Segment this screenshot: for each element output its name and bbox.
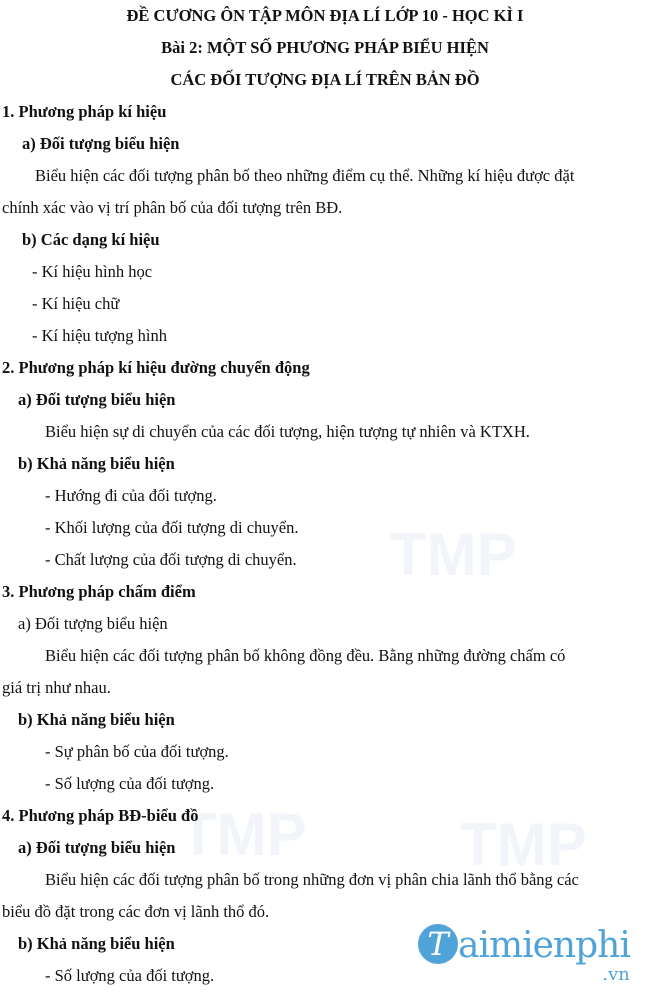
- list-item: - Số lượng của đối tượng.: [45, 966, 215, 985]
- list-item: - Số lượng của đối tượng.: [45, 774, 215, 793]
- section-heading: 4. Phương pháp BĐ-biểu đồ: [2, 806, 199, 825]
- section-heading: 2. Phương pháp kí hiệu đường chuyển động: [2, 358, 310, 377]
- subheading: a) Đối tượng biểu hiện: [18, 838, 176, 857]
- paragraph: Biểu hiện sự di chuyển của các đối tượng, hiện tượng tự nhiên và KTXH.: [45, 422, 530, 441]
- paragraph: chính xác vào vị trí phân bố của đối tượng trên BĐ.: [2, 198, 343, 217]
- paragraph: Biểu hiện các đối tượng phân bố theo những điểm cụ thể. Những kí hiệu được đặt: [35, 166, 575, 185]
- watermark: TMP: [180, 801, 307, 868]
- list-item: - Hướng đi của đối tượng.: [45, 486, 217, 505]
- watermark: TMP: [390, 521, 517, 588]
- list-item: - Kí hiệu tượng hình: [32, 326, 167, 345]
- list-item: - Sự phân bố của đối tượng.: [45, 742, 229, 761]
- subheading: a) Đối tượng biểu hiện: [18, 390, 176, 409]
- lesson-subtitle: CÁC ĐỐI TƯỢNG ĐỊA LÍ TRÊN BẢN ĐỒ: [170, 70, 480, 89]
- taimienphi-logo: [418, 924, 630, 985]
- watermark: TMP: [460, 811, 587, 878]
- subheading: a) Đối tượng biểu hiện: [18, 614, 168, 633]
- list-item: - Kí hiệu hình học: [32, 262, 153, 281]
- logo-word: aimienphi: [458, 925, 630, 966]
- logo-initial: T: [418, 924, 458, 964]
- paragraph: biểu đồ đặt trong các đơn vị lãnh thổ đó.: [2, 902, 270, 921]
- subheading: b) Khả năng biểu hiện: [18, 934, 175, 953]
- logo-tld: .vn: [602, 964, 630, 985]
- subheading: b) Khả năng biểu hiện: [18, 710, 175, 729]
- section-heading: 3. Phương pháp chấm điểm: [2, 582, 196, 601]
- section-heading: 1. Phương pháp kí hiệu: [2, 102, 167, 121]
- document-title: ĐỀ CƯƠNG ÔN TẬP MÔN ĐỊA LÍ LỚP 10 - HỌC KÌ I: [126, 6, 524, 25]
- paragraph: Biểu hiện các đối tượng phân bố không đồng đều. Bằng những đường chấm có: [45, 646, 566, 665]
- lesson-title: Bài 2: MỘT SỐ PHƯƠNG PHÁP BIỂU HIỆN: [161, 38, 489, 57]
- subheading: b) Các dạng kí hiệu: [22, 230, 160, 249]
- list-item: - Kí hiệu chữ: [32, 294, 120, 313]
- list-item: - Chất lượng của đối tượng di chuyển.: [45, 550, 297, 569]
- paragraph: giá trị như nhau.: [2, 678, 111, 697]
- subheading: b) Khả năng biểu hiện: [18, 454, 175, 473]
- subheading: a) Đối tượng biểu hiện: [22, 134, 180, 153]
- paragraph: Biểu hiện các đối tượng phân bố trong những đơn vị phân chia lãnh thổ bằng các: [45, 870, 579, 889]
- list-item: - Khối lượng của đối tượng di chuyển.: [45, 518, 299, 537]
